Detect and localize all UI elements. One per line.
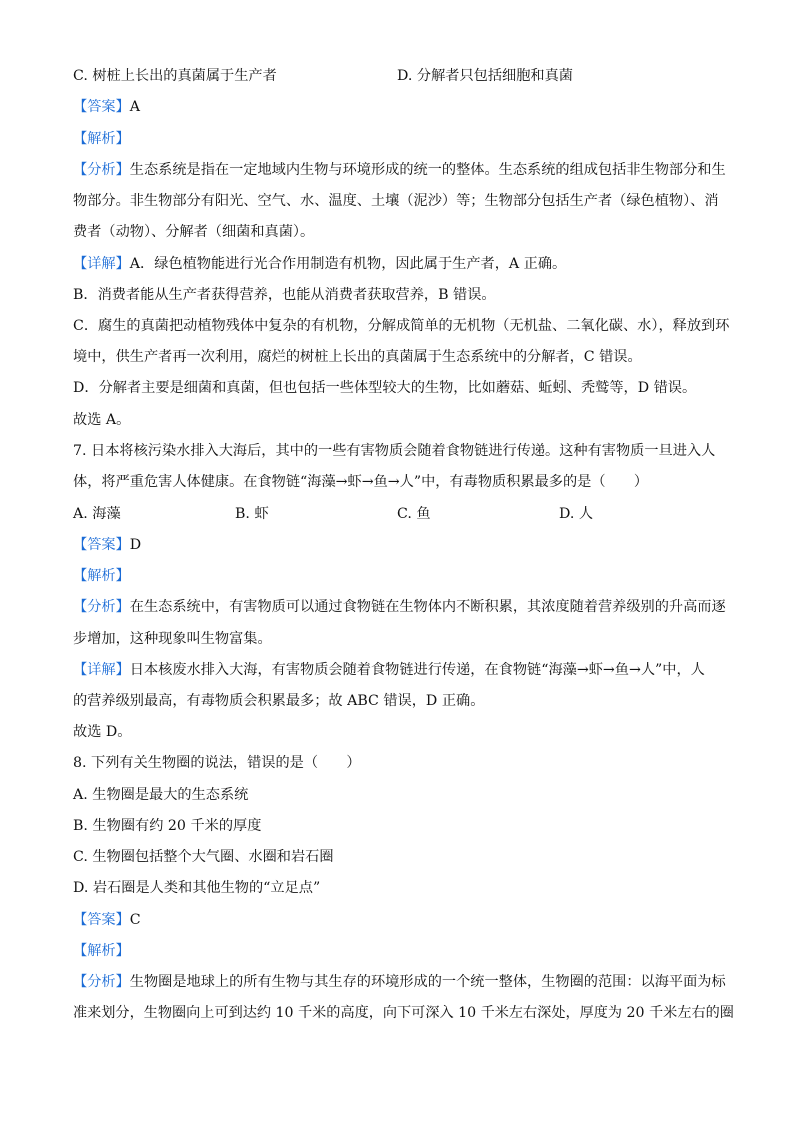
q6-line-c2: 境中，供生产者再一次利用，腐烂的树桩上长出的真菌属于生态系统中的分解者，C 错误。	[73, 349, 642, 365]
q8-stem: 8. 下列有关生物圈的说法，错误的是（ ）	[73, 755, 361, 771]
q7-option-c: C. 鱼	[397, 506, 431, 522]
q8-fenxi-text-1: 生物圈是地球上的所有生物与其生存的环境形成的一个统一整体，生物圈的范围：以海平面为标	[129, 974, 726, 990]
q6-answer	[73, 97, 140, 117]
q7-stem-line-2: 体，将严重危害人体健康。在食物链“海藻→虾→鱼→人”中，有毒物质积累最多的是（ ）	[73, 474, 649, 490]
q6-xiangjie-line-1	[73, 254, 566, 274]
q8-option-c: C. 生物圈包括整个大气圈、水圈和岩石圈	[73, 849, 334, 865]
q6-analysis-heading	[73, 129, 130, 149]
q6-option-d: D. 分解者只包括细胞和真菌	[397, 68, 573, 84]
q7-xiangjie-line-1	[73, 660, 705, 680]
q7-stem-line-1: 7. 日本将核污染水排入大海后，其中的一些有害物质会随着食物链进行传递。这种有害物质一旦进入人	[73, 443, 716, 459]
fenxi-tag: 【分析】	[73, 162, 130, 178]
q8-analysis-heading	[73, 941, 130, 961]
answer-value: C	[129, 912, 141, 928]
q8-fenxi-line-1	[73, 972, 726, 992]
q7-answer	[73, 535, 141, 555]
analysis-tag: 【解析】	[73, 568, 130, 584]
q6-line-d: D．分解者主要是细菌和真菌，但也包括一些体型较大的生物，比如蘑菇、蚯蚓、秃鹫等，D 错误。	[73, 380, 697, 396]
answer-tag: 【答案】	[73, 912, 130, 928]
q7-option-b: B. 虾	[235, 506, 269, 522]
q6-fenxi-line-2: 物部分。非生物部分有阳光、空气、水、温度、土壤（泥沙）等；生物部分包括生产者（绿色植物）、消	[73, 193, 719, 209]
analysis-tag: 【解析】	[73, 943, 130, 959]
q6-option-c: C. 树桩上长出的真菌属于生产者	[73, 68, 277, 84]
q6-fenxi-text-1: 生态系统是指在一定地域内生物与环境形成的统一的整体。生态系统的组成包括非生物部分和生	[129, 162, 726, 178]
q7-fenxi-line-1	[73, 597, 726, 617]
q7-conclusion: 故选 D。	[73, 724, 132, 740]
q7-analysis-heading	[73, 566, 130, 586]
q7-xiangjie-line-2: 的营养级别最高，有毒物质会积累最多；故 ABC 错误，D 正确。	[73, 693, 485, 709]
q8-option-a: A. 生物圈是最大的生态系统	[73, 787, 249, 803]
q7-option-a: A. 海藻	[73, 506, 121, 522]
q8-option-d: D. 岩石圈是人类和其他生物的“立足点”	[73, 880, 321, 896]
q7-fenxi-text-1: 在生态系统中，有害物质可以通过食物链在生物体内不断积累，其浓度随着营养级别的升高而逐	[129, 599, 726, 615]
q8-answer	[73, 910, 141, 930]
q7-fenxi-line-2: 步增加，这种现象叫生物富集。	[73, 631, 272, 647]
xiangjie-tag: 【详解】	[73, 662, 130, 678]
xiangjie-tag: 【详解】	[73, 256, 130, 272]
answer-tag: 【答案】	[73, 99, 130, 115]
q7-xiangjie-text-1: 日本核废水排入大海，有害物质会随着食物链进行传递，在食物链“海藻→虾→鱼→人”中，人	[129, 662, 705, 678]
fenxi-tag: 【分析】	[73, 599, 130, 615]
answer-value: A	[129, 99, 141, 115]
q6-line-c1: C．腐生的真菌把动植物残体中复杂的有机物，分解成简单的无机物（无机盐、二氧化碳、水），释放到环	[73, 318, 730, 334]
fenxi-tag: 【分析】	[73, 974, 130, 990]
q6-conclusion: 故选 A。	[73, 412, 131, 428]
q8-option-b: B. 生物圈有约 20 千米的厚度	[73, 818, 262, 834]
q7-option-d: D. 人	[559, 506, 594, 522]
q6-line-b: B．消费者能从生产者获得营养，也能从消费者获取营养，B 错误。	[73, 287, 496, 303]
analysis-tag: 【解析】	[73, 131, 130, 147]
answer-value: D	[129, 537, 142, 553]
answer-tag: 【答案】	[73, 537, 130, 553]
q6-xiangjie-text-1: A．绿色植物能进行光合作用制造有机物，因此属于生产者，A 正确。	[129, 256, 567, 272]
q6-fenxi-line-1	[73, 160, 726, 180]
q8-fenxi-line-2: 准来划分，生物圈向上可到达约 10 千米的高度，向下可深入 10 千米左右深处，厚度为 20 千米左右的圈	[73, 1005, 734, 1021]
q6-fenxi-line-3: 费者（动物）、分解者（细菌和真菌）。	[73, 224, 315, 240]
